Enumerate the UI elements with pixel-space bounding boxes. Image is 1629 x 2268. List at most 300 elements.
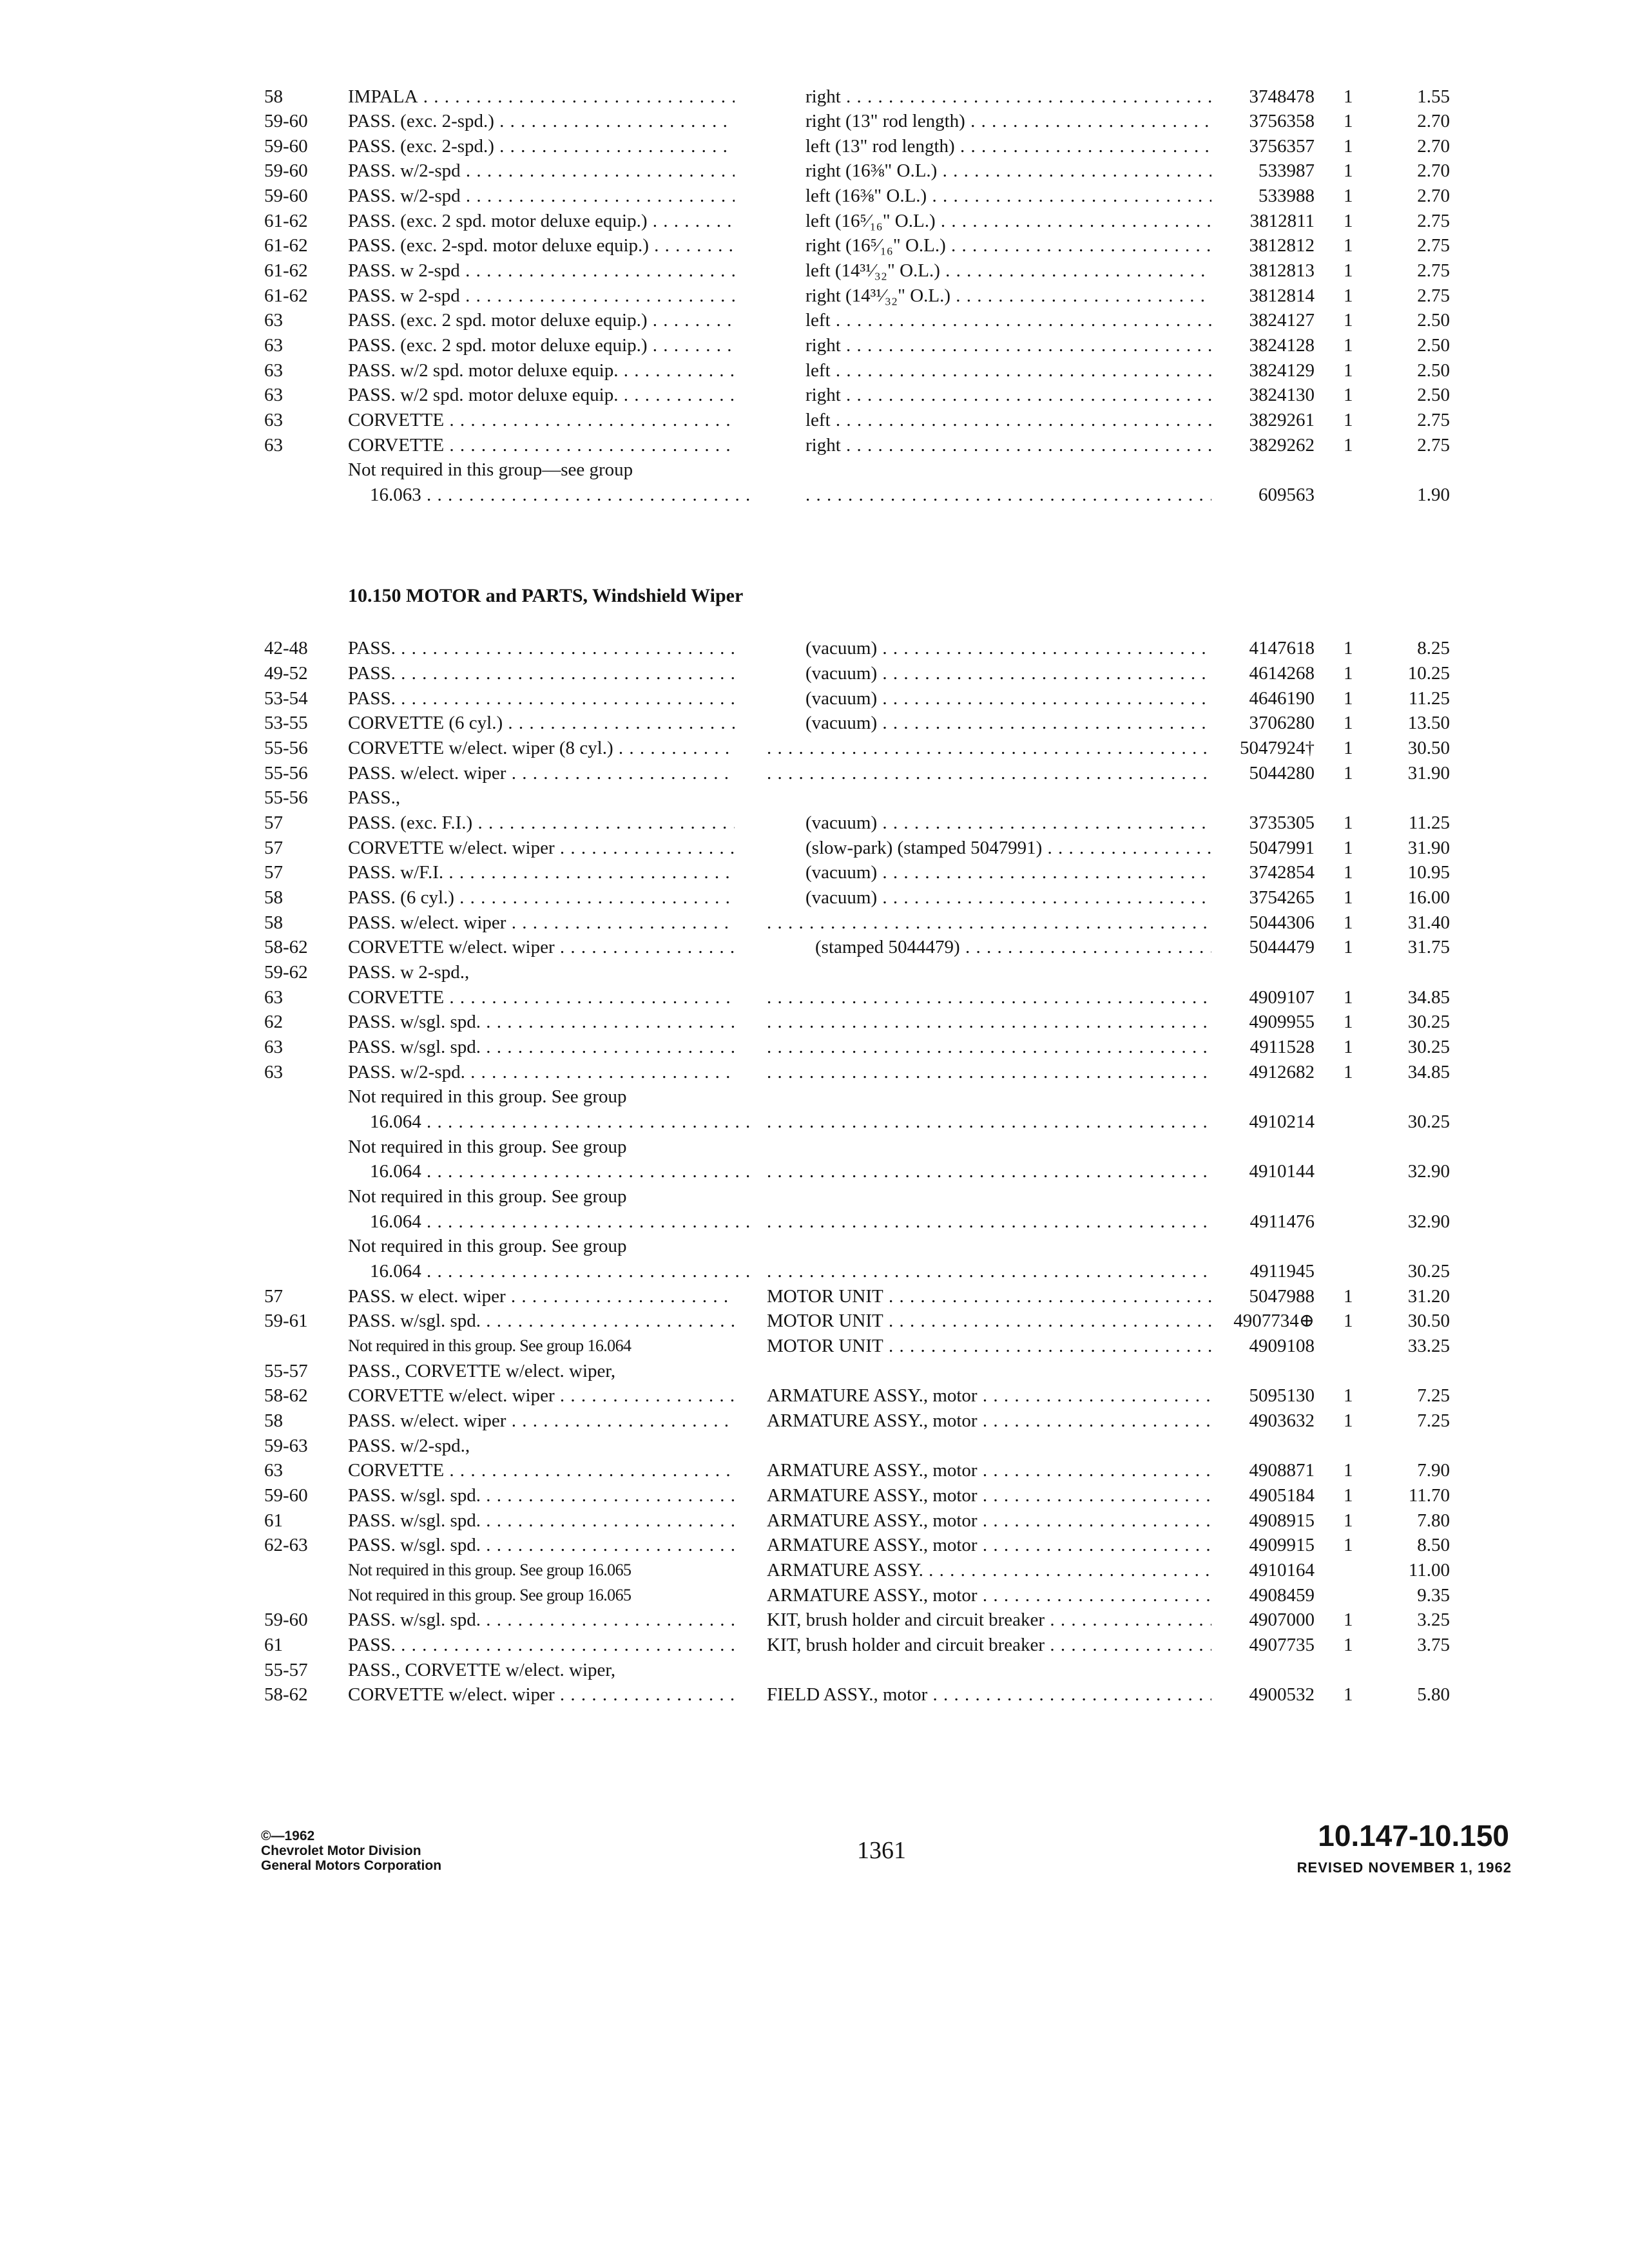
- model-year: 55-56: [264, 738, 308, 758]
- model-year: 63: [264, 435, 283, 456]
- model-description: CORVETTE w/elect. wiper . . .: [348, 934, 735, 960]
- model-description: PASS. w/elect. wiper . . .: [348, 760, 735, 786]
- price: 2.75: [1417, 211, 1450, 231]
- model-year: 62-63: [264, 1535, 308, 1555]
- quantity: 1: [1344, 838, 1353, 858]
- model-year: 63: [264, 410, 283, 430]
- price: 10.95: [1407, 862, 1450, 883]
- model-year: 61-62: [264, 260, 308, 281]
- part-description: [767, 985, 1211, 1010]
- model-description: PASS. w/sgl. spd. . . .: [348, 1009, 735, 1035]
- part-description: ARMATURE ASSY., motor . . .: [767, 1508, 1211, 1533]
- price: 32.90: [1407, 1211, 1450, 1232]
- price: 34.85: [1407, 987, 1450, 1008]
- table-row: [0, 710, 1629, 736]
- table-row: [0, 432, 1629, 458]
- model-description: 16.064 . . .: [348, 1209, 757, 1235]
- part-number: 5047991: [1249, 838, 1315, 858]
- price: 31.40: [1407, 912, 1450, 933]
- part-description: ARMATURE ASSY. . . .: [767, 1557, 1211, 1583]
- model-year: 61-62: [264, 235, 308, 256]
- model-description: 16.064 . . .: [348, 1109, 757, 1135]
- part-number: 3754265: [1249, 887, 1315, 908]
- part-number: 609563: [1258, 485, 1315, 505]
- part-description: [767, 1109, 1211, 1135]
- model-year: 58: [264, 912, 283, 933]
- part-number: 4908871: [1249, 1460, 1315, 1481]
- model-year: 55-56: [264, 787, 308, 808]
- table-row: [0, 735, 1629, 761]
- model-year: 63: [264, 385, 283, 405]
- table-row: [0, 84, 1629, 110]
- model-description: PASS. w/2 spd. motor deluxe equip. . . .: [348, 382, 735, 408]
- table-row: [0, 1483, 1629, 1508]
- model-year: 58-62: [264, 937, 308, 957]
- table-row: [0, 1084, 1629, 1110]
- part-number: 5044280: [1249, 763, 1315, 783]
- model-year: 53-54: [264, 688, 308, 709]
- part-number: 3735305: [1249, 812, 1315, 833]
- price: 2.70: [1417, 160, 1450, 181]
- model-description: Not required in this group. See group: [348, 1137, 627, 1157]
- model-year: 57: [264, 1286, 283, 1307]
- model-year: 59-60: [264, 186, 308, 206]
- price: 11.70: [1408, 1485, 1450, 1506]
- quantity: 1: [1344, 713, 1353, 733]
- model-year: 58: [264, 887, 283, 908]
- price: 2.70: [1417, 186, 1450, 206]
- table-row: [0, 332, 1629, 358]
- model-year: 59-60: [264, 160, 308, 181]
- part-number: 3824128: [1249, 335, 1315, 356]
- model-year: 55-57: [264, 1660, 308, 1680]
- table-row: [0, 1308, 1629, 1334]
- part-description: [767, 1059, 1211, 1085]
- part-number: 4900532: [1249, 1684, 1315, 1705]
- model-description: PASS. . . .: [348, 1632, 735, 1658]
- quantity: 1: [1344, 260, 1353, 281]
- quantity: 1: [1344, 663, 1353, 684]
- part-number: 4646190: [1249, 688, 1315, 709]
- part-description: [805, 482, 1211, 508]
- model-description: 16.064 . . .: [348, 1158, 757, 1184]
- quantity: 1: [1344, 211, 1353, 231]
- quantity: 1: [1344, 738, 1353, 758]
- part-description: left (14³¹⁄₃₂" O.L.) . . .: [805, 258, 1211, 284]
- price: 13.50: [1407, 713, 1450, 733]
- model-year: 59-60: [264, 136, 308, 157]
- model-description: PASS. w/2-spd . . .: [348, 183, 735, 209]
- price: 7.80: [1417, 1510, 1450, 1531]
- part-number: 533988: [1258, 186, 1315, 206]
- table-row: [0, 407, 1629, 433]
- table-row: [0, 108, 1629, 134]
- revised-date: REVISED NOVEMBER 1, 1962: [1296, 1860, 1512, 1876]
- part-description: [767, 910, 1211, 936]
- price: 11.25: [1408, 688, 1450, 709]
- part-number: 3812814: [1249, 285, 1315, 306]
- model-description: Not required in this group—see group: [348, 459, 633, 480]
- model-description: Not required in this group. See group: [348, 1186, 627, 1207]
- price: 2.75: [1417, 285, 1450, 306]
- table-row: [0, 686, 1629, 711]
- part-description: (vacuum) . . .: [805, 810, 1211, 836]
- part-number: 3812813: [1249, 260, 1315, 281]
- table-row: [0, 1009, 1629, 1035]
- model-year: 61-62: [264, 285, 308, 306]
- quantity: 1: [1344, 186, 1353, 206]
- table-row: [0, 1109, 1629, 1135]
- part-number: 3829261: [1249, 410, 1315, 430]
- model-description: PASS. w/sgl. spd. . . .: [348, 1607, 735, 1633]
- price: 8.25: [1417, 638, 1450, 658]
- part-number: 4909915: [1249, 1535, 1315, 1555]
- part-description: right . . .: [805, 382, 1211, 408]
- model-description: PASS., CORVETTE w/elect. wiper,: [348, 1361, 616, 1381]
- model-year: 57: [264, 862, 283, 883]
- part-description: left . . .: [805, 407, 1211, 433]
- part-description: [767, 735, 1211, 761]
- quantity: 1: [1344, 1485, 1353, 1506]
- table-row: [0, 1557, 1629, 1583]
- copyright: ©—1962: [261, 1829, 315, 1843]
- part-description: [767, 1009, 1211, 1035]
- price: 2.50: [1417, 335, 1450, 356]
- model-description: CORVETTE w/elect. wiper . . .: [348, 1383, 735, 1408]
- part-number: 5047988: [1249, 1286, 1315, 1307]
- part-number: 4909108: [1249, 1336, 1315, 1356]
- part-description: KIT, brush holder and circuit breaker . . .: [767, 1632, 1211, 1658]
- part-number: 3742854: [1249, 862, 1315, 883]
- model-description: PASS. (exc. 2-spd.) . . .: [348, 133, 735, 159]
- price: 8.50: [1417, 1535, 1450, 1555]
- price: 2.70: [1417, 136, 1450, 157]
- table-row: [0, 835, 1629, 861]
- price: 30.25: [1407, 1037, 1450, 1057]
- part-description: ARMATURE ASSY., motor . . .: [767, 1582, 1211, 1608]
- model-description: PASS. (exc. 2 spd. motor deluxe equip.) . . .: [348, 208, 735, 234]
- table-row: [0, 1457, 1629, 1483]
- quantity: 1: [1344, 862, 1353, 883]
- table-row: [0, 1059, 1629, 1085]
- quantity: 1: [1344, 86, 1353, 107]
- model-year: 63: [264, 335, 283, 356]
- part-description: FIELD ASSY., motor . . .: [767, 1682, 1211, 1707]
- model-description: PASS. . . .: [348, 686, 735, 711]
- table-row: [0, 1209, 1629, 1235]
- model-year: 58: [264, 86, 283, 107]
- model-year: 49-52: [264, 663, 308, 684]
- table-row: [0, 1358, 1629, 1384]
- model-year: 55-56: [264, 763, 308, 783]
- part-description: (vacuum) . . .: [805, 885, 1211, 910]
- price: 30.25: [1407, 1012, 1450, 1032]
- part-description: right . . .: [805, 332, 1211, 358]
- part-description: ARMATURE ASSY., motor . . .: [767, 1532, 1211, 1558]
- price: 30.50: [1407, 738, 1450, 758]
- part-number: 4911528: [1249, 1037, 1315, 1057]
- corporation: General Motors Corporation: [261, 1858, 442, 1873]
- quantity: 1: [1344, 360, 1353, 381]
- table-row: [0, 208, 1629, 234]
- table-row: [0, 1233, 1629, 1259]
- part-number: 4912682: [1249, 1062, 1315, 1082]
- model-description: PASS. (exc. 2-spd. motor deluxe equip.) . . .: [348, 233, 735, 258]
- model-description: IMPALA . . .: [348, 84, 735, 110]
- model-description: PASS., CORVETTE w/elect. wiper,: [348, 1660, 616, 1680]
- table-row: [0, 860, 1629, 885]
- model-year: 55-57: [264, 1361, 308, 1381]
- table-row: [0, 1034, 1629, 1060]
- table-row: [0, 1682, 1629, 1707]
- model-description: PASS. . . .: [348, 635, 735, 661]
- part-number: 4911476: [1249, 1211, 1315, 1232]
- model-year: 63: [264, 360, 283, 381]
- table-row: [0, 660, 1629, 686]
- model-year: 57: [264, 838, 283, 858]
- price: 31.90: [1407, 838, 1450, 858]
- part-number: 3706280: [1249, 713, 1315, 733]
- table-row: [0, 1333, 1629, 1359]
- model-year: 59-60: [264, 1485, 308, 1506]
- part-description: (vacuum) . . .: [805, 660, 1211, 686]
- part-description: [767, 760, 1211, 786]
- quantity: 1: [1344, 410, 1353, 430]
- table-row: [0, 1433, 1629, 1459]
- price: 31.75: [1407, 937, 1450, 957]
- part-number: 4907735: [1249, 1635, 1315, 1655]
- price: 7.90: [1417, 1460, 1450, 1481]
- model-description: 16.063 . . .: [348, 482, 757, 508]
- part-description: left . . .: [805, 307, 1211, 333]
- table-row: [0, 910, 1629, 936]
- price: 1.90: [1417, 485, 1450, 505]
- part-number: 5044479: [1249, 937, 1315, 957]
- quantity: 1: [1344, 1062, 1353, 1082]
- model-year: 59-61: [264, 1311, 308, 1331]
- part-number: 4909107: [1249, 987, 1315, 1008]
- group-range: 10.147-10.150: [1318, 1819, 1509, 1852]
- price: 31.20: [1407, 1286, 1450, 1307]
- footer-publisher: [261, 1829, 441, 1873]
- quantity: 1: [1344, 1460, 1353, 1481]
- table-row: [0, 785, 1629, 811]
- model-description: PASS. w/2 spd. motor deluxe equip. . . .: [348, 358, 735, 383]
- quantity: 1: [1344, 1635, 1353, 1655]
- table-row: [0, 1283, 1629, 1309]
- model-description: PASS. (exc. 2-spd.) . . .: [348, 108, 735, 134]
- table-row: [0, 1582, 1629, 1608]
- part-description: right . . .: [805, 432, 1211, 458]
- table-row: [0, 133, 1629, 159]
- model-description: Not required in this group. See group 16.065: [348, 1586, 631, 1604]
- part-number: 3824130: [1249, 385, 1315, 405]
- table-row: [0, 258, 1629, 284]
- quantity: 1: [1344, 1610, 1353, 1630]
- model-description: CORVETTE . . .: [348, 1457, 735, 1483]
- part-description: (vacuum) . . .: [805, 860, 1211, 885]
- price: 2.75: [1417, 435, 1450, 456]
- part-description: ARMATURE ASSY., motor . . .: [767, 1383, 1211, 1408]
- part-description: left . . .: [805, 358, 1211, 383]
- model-description: CORVETTE w/elect. wiper . . .: [348, 1682, 735, 1707]
- part-description: ARMATURE ASSY., motor . . .: [767, 1408, 1211, 1434]
- quantity: 1: [1344, 1385, 1353, 1406]
- model-description: Not required in this group. See group: [348, 1086, 627, 1107]
- part-description: [767, 1034, 1211, 1060]
- model-description: PASS. w/F.I. . . .: [348, 860, 735, 885]
- quantity: 1: [1344, 235, 1353, 256]
- part-number: 5047924†: [1240, 738, 1315, 758]
- table-row: [0, 307, 1629, 333]
- model-description: PASS. w/elect. wiper . . .: [348, 1408, 735, 1434]
- model-description: PASS. w 2-spd . . .: [348, 258, 735, 284]
- part-description: left (16⁵⁄₁₆" O.L.) . . .: [805, 208, 1211, 234]
- model-description: Not required in this group. See group: [348, 1236, 627, 1256]
- price: 11.00: [1408, 1560, 1450, 1581]
- part-number: 4910164: [1249, 1560, 1315, 1581]
- price: 31.90: [1407, 763, 1450, 783]
- part-number: 4905184: [1249, 1485, 1315, 1506]
- table-row: [0, 1657, 1629, 1683]
- table-row: [0, 1184, 1629, 1209]
- price: 2.50: [1417, 385, 1450, 405]
- model-description: CORVETTE . . .: [348, 407, 735, 433]
- model-description: PASS. w/sgl. spd. . . .: [348, 1508, 735, 1533]
- model-year: 58-62: [264, 1385, 308, 1406]
- model-description: PASS. w/sgl. spd. . . .: [348, 1483, 735, 1508]
- table-row: [0, 959, 1629, 985]
- table-row: [0, 760, 1629, 786]
- price: 1.55: [1417, 86, 1450, 107]
- part-description: [767, 1158, 1211, 1184]
- quantity: 1: [1344, 1037, 1353, 1057]
- quantity: 1: [1344, 1510, 1353, 1531]
- table-row: [0, 1258, 1629, 1284]
- price: 2.75: [1417, 235, 1450, 256]
- part-description: MOTOR UNIT . . .: [767, 1283, 1211, 1309]
- part-number: 533987: [1258, 160, 1315, 181]
- part-number: 3824127: [1249, 310, 1315, 331]
- model-year: 57: [264, 812, 283, 833]
- table-row: [0, 1158, 1629, 1184]
- model-year: 63: [264, 1062, 283, 1082]
- part-number: 3812812: [1249, 235, 1315, 256]
- table-row: [0, 457, 1629, 483]
- part-description: right (13" rod length) . . .: [805, 108, 1211, 134]
- model-description: PASS. w/2-spd. . . .: [348, 1059, 735, 1085]
- price: 30.25: [1407, 1111, 1450, 1132]
- price: 32.90: [1407, 1161, 1450, 1182]
- price: 33.25: [1407, 1336, 1450, 1356]
- part-description: right (16⁵⁄₁₆" O.L.) . . .: [805, 233, 1211, 258]
- model-description: PASS. w/sgl. spd. . . .: [348, 1532, 735, 1558]
- quantity: 1: [1344, 1311, 1353, 1331]
- table-row: [0, 1607, 1629, 1633]
- quantity: 1: [1344, 1535, 1353, 1555]
- table-row: [0, 1383, 1629, 1408]
- model-year: 63: [264, 1037, 283, 1057]
- model-year: 63: [264, 987, 283, 1008]
- model-description: Not required in this group. See group 16.064: [348, 1336, 631, 1355]
- part-description: MOTOR UNIT . . .: [767, 1308, 1211, 1334]
- model-description: CORVETTE . . .: [348, 432, 735, 458]
- model-description: Not required in this group. See group 16.065: [348, 1561, 631, 1579]
- table-row: [0, 158, 1629, 184]
- price: 7.25: [1417, 1385, 1450, 1406]
- table-row: [0, 283, 1629, 309]
- model-description: PASS. w/2-spd.,: [348, 1436, 470, 1456]
- model-description: CORVETTE . . .: [348, 985, 735, 1010]
- part-description: right (16⅜" O.L.) . . .: [805, 158, 1211, 184]
- price: 7.25: [1417, 1410, 1450, 1431]
- model-year: 53-55: [264, 713, 308, 733]
- quantity: 1: [1344, 987, 1353, 1008]
- division: Chevrolet Motor Division: [261, 1843, 421, 1858]
- model-year: 59-62: [264, 962, 308, 983]
- table-row: [0, 1532, 1629, 1558]
- model-year: 61: [264, 1510, 283, 1531]
- quantity: 1: [1344, 160, 1353, 181]
- table-row: [0, 183, 1629, 209]
- part-number: 4147618: [1249, 638, 1315, 658]
- table-row: [0, 635, 1629, 661]
- model-year: 61: [264, 1635, 283, 1655]
- model-description: PASS. w/2-spd . . .: [348, 158, 735, 184]
- part-description: left (16⅜" O.L.) . . .: [805, 183, 1211, 209]
- quantity: 1: [1344, 887, 1353, 908]
- part-number: 3748478: [1249, 86, 1315, 107]
- page-number: 1361: [857, 1837, 906, 1864]
- part-description: (vacuum) . . .: [805, 710, 1211, 736]
- table-row: [0, 934, 1629, 960]
- model-description: PASS.,: [348, 787, 401, 808]
- model-year: 59-60: [264, 111, 308, 131]
- quantity: 1: [1344, 763, 1353, 783]
- price: 2.70: [1417, 111, 1450, 131]
- part-number: 4911945: [1249, 1261, 1315, 1282]
- price: 2.75: [1417, 260, 1450, 281]
- part-description: [767, 1209, 1211, 1235]
- quantity: 1: [1344, 1410, 1353, 1431]
- table-row: [0, 885, 1629, 910]
- price: 3.75: [1417, 1635, 1450, 1655]
- quantity: 1: [1344, 638, 1353, 658]
- model-year: 59-60: [264, 1610, 308, 1630]
- part-description: ARMATURE ASSY., motor . . .: [767, 1483, 1211, 1508]
- part-description: (vacuum) . . .: [805, 686, 1211, 711]
- part-number: 4908459: [1249, 1585, 1315, 1606]
- quantity: 1: [1344, 136, 1353, 157]
- model-description: PASS. (exc. 2 spd. motor deluxe equip.) . . .: [348, 307, 735, 333]
- price: 10.25: [1407, 663, 1450, 684]
- price: 5.80: [1417, 1684, 1450, 1705]
- part-number: 4910144: [1249, 1161, 1315, 1182]
- price: 30.25: [1407, 1261, 1450, 1282]
- part-number: 3824129: [1249, 360, 1315, 381]
- part-number: 3812811: [1249, 211, 1315, 231]
- price: 2.50: [1417, 360, 1450, 381]
- price: 34.85: [1407, 1062, 1450, 1082]
- model-description: PASS. w 2-spd.,: [348, 962, 470, 983]
- quantity: 1: [1344, 937, 1353, 957]
- quantity: 1: [1344, 912, 1353, 933]
- part-number: 3756358: [1249, 111, 1315, 131]
- part-description: MOTOR UNIT . . .: [767, 1333, 1211, 1359]
- section-title: 10.150 MOTOR and PARTS, Windshield Wiper: [348, 585, 744, 606]
- table-row: [0, 482, 1629, 508]
- quantity: 1: [1344, 310, 1353, 331]
